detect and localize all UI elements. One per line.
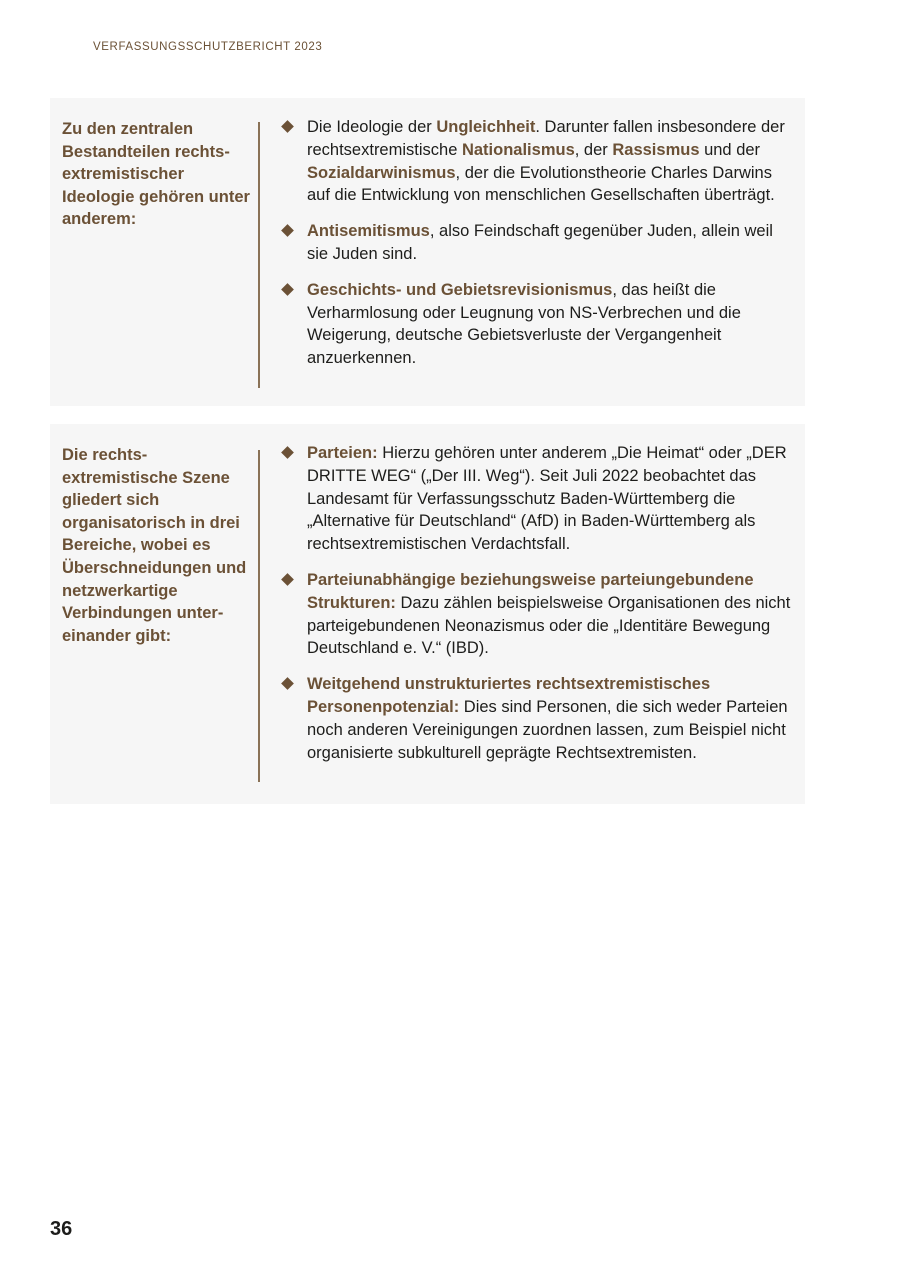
item-text: , der [574, 140, 613, 159]
list-item [282, 220, 792, 266]
item-keyword: Antisemitismus [307, 222, 430, 241]
item-keyword: Nationalismus [461, 140, 575, 159]
ideology-box-label: Zu den zentralen Bestandteilen rechtsextremistischer Ideologie gehören unter anderem: [62, 120, 250, 229]
vertical-divider [258, 450, 260, 782]
structure-box [50, 424, 805, 804]
vertical-divider [258, 122, 260, 388]
item-text: , das heißt die Verharmlosung oder Leugnung von NS-Verbrechen und die Weigerung, deutsche Gebietsverluste der Vergangenheit anzuerkennen. [307, 280, 741, 368]
diamond-bullet-icon [281, 224, 294, 237]
list-item [282, 673, 792, 764]
item-text: Die Ideologie der [307, 118, 437, 136]
item-text: , also Feindschaft gegenüber Juden, allein weil sie Juden sind. [307, 222, 773, 263]
page-number: 36 [50, 1218, 73, 1240]
item-keyword: Geschichts- und Gebietsrevisionismus [307, 280, 613, 299]
list-item [282, 116, 792, 207]
item-keyword: Weitgehend unstrukturiertes rechtsextremistisches Personenpotenzial: [307, 675, 711, 716]
item-text: Dies sind Personen, die sich weder Parteien noch anderen Vereinigungen zuordnen lassen, zum Beispiel nicht organisierte subkulturell geprägte Rechtsextremisten. [307, 697, 788, 762]
item-text: Dazu zählen beispielsweise Organisationen des nicht parteigebundenen Neonazismus oder die „Identitäre Bewegung Deutschland e. V.“ (IBD). [307, 593, 791, 658]
item-keyword: Parteiunabhängige beziehungsweise parteiungebundene Strukturen: [307, 570, 754, 612]
running-header: VERFASSUNGSSCHUTZBERICHT 2023 [93, 41, 323, 53]
item-keyword: Sozialdarwinismus [307, 163, 456, 182]
structure-box-label: Die rechtsextremistische Szene gliedert sich organisatorisch in drei Bereiche, wobei es Überschneidungen und netzwerkartige Verbindungen untereinander gibt: [62, 446, 247, 645]
diamond-bullet-icon [281, 283, 294, 296]
diamond-bullet-icon [281, 677, 294, 690]
diamond-bullet-icon [281, 120, 294, 133]
item-text: und der [699, 140, 761, 159]
ideology-box [50, 98, 805, 406]
item-text: , der die Evolutionstheorie Charles Darwins auf die Entwicklung von menschlichen Gesellschaften überträgt. [307, 163, 775, 205]
diamond-bullet-icon [281, 446, 294, 459]
item-text: . Darunter fallen insbesondere der rechtsextremistische [307, 118, 785, 159]
item-text: Hierzu gehören unter anderem „Die Heimat“ oder „DER DRITTE WEG“ („Der III. Weg“). Seit Juli 2022 beobachtet das Landesamt für Verfassungsschutz Baden-Württemberg die „Alternative für Deutschland“ (AfD) in Baden-Württemberg als rechtsextremistischen Verdachtsfall. [307, 444, 787, 554]
diamond-bullet-icon [281, 573, 294, 586]
list-item [282, 569, 792, 660]
item-keyword: Rassismus [612, 140, 700, 159]
list-item [282, 279, 792, 370]
structure-list [282, 442, 792, 777]
item-keyword: Ungleichheit [436, 118, 536, 136]
ideology-list [282, 116, 792, 383]
list-item [282, 442, 792, 556]
item-keyword: Parteien: [307, 444, 378, 462]
